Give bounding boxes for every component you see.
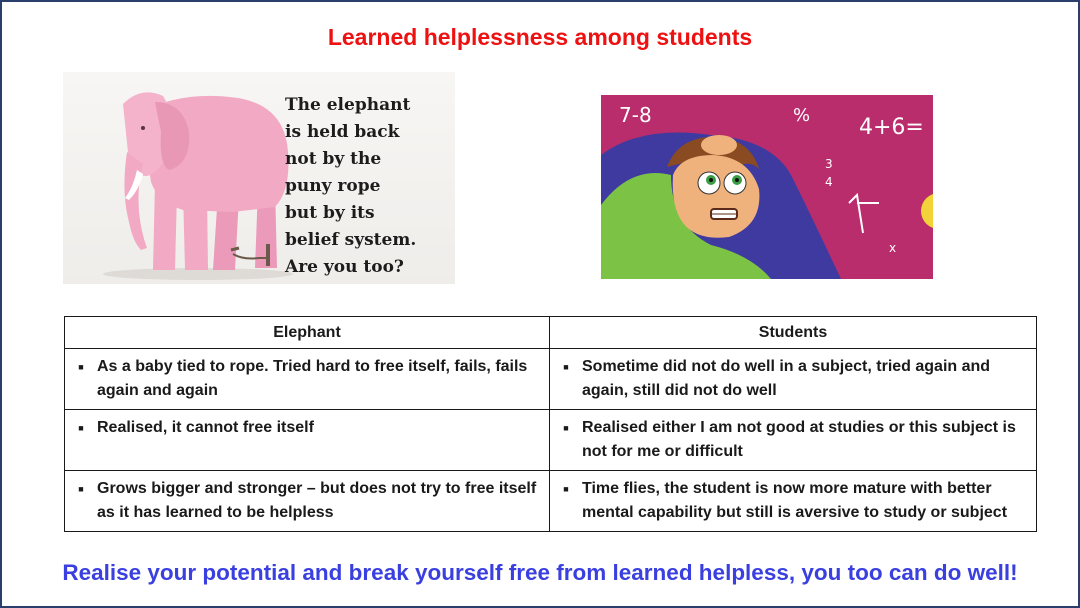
table-cell [550,349,1037,410]
cell-text: Grows bigger and stronger – but does not try to free itself as it has learned to be helpless [97,480,537,521]
table-cell [65,471,550,532]
table-cell [65,349,550,410]
elephant-quote: The elephant is held back not by the puny rope but by its belief system. Are you too? [285,95,417,277]
chalk-text: 4+6= [859,115,924,140]
bullet-icon: ■ [563,423,569,433]
elephant-image [63,72,455,284]
table-row [65,410,1037,471]
header-elephant: Elephant [65,317,550,349]
bullet-icon: ■ [563,362,569,372]
slide-title: Learned helplessness among students [327,24,753,50]
chalk-text: 3 [825,157,833,171]
table-row [65,349,1037,410]
footer-message: Realise your potential and break yourself free from learned helpless, you too can do well! [62,560,1018,585]
chalk-text: % [793,105,811,126]
comparison-table [64,316,1037,532]
table-cell [550,410,1037,471]
chalk-text: 7-8 [619,103,652,127]
cell-text: Realised, it cannot free itself [97,419,314,436]
bullet-icon: ■ [78,484,84,494]
cell-text: Sometime did not do well in a subject, tried again and again, still did not do well [582,358,991,399]
chalk-text: 4 [825,175,833,189]
table-cell [65,410,550,471]
header-students: Students [550,317,1037,349]
student-image [601,95,933,279]
cell-text: Time flies, the student is now more mature with better mental capability but still is aversive to study or subject [582,480,1008,521]
bullet-icon: ■ [78,423,84,433]
table-row [65,471,1037,532]
cell-text: As a baby tied to rope. Tried hard to free itself, fails, fails again and again [97,358,528,399]
chalk-text: x [889,241,897,255]
cell-text: Realised either I am not good at studies or this subject is not for me or difficult [582,419,1016,460]
table-cell [550,471,1037,532]
table-header-row [65,317,1037,349]
bullet-icon: ■ [78,362,84,372]
bullet-icon: ■ [563,484,569,494]
